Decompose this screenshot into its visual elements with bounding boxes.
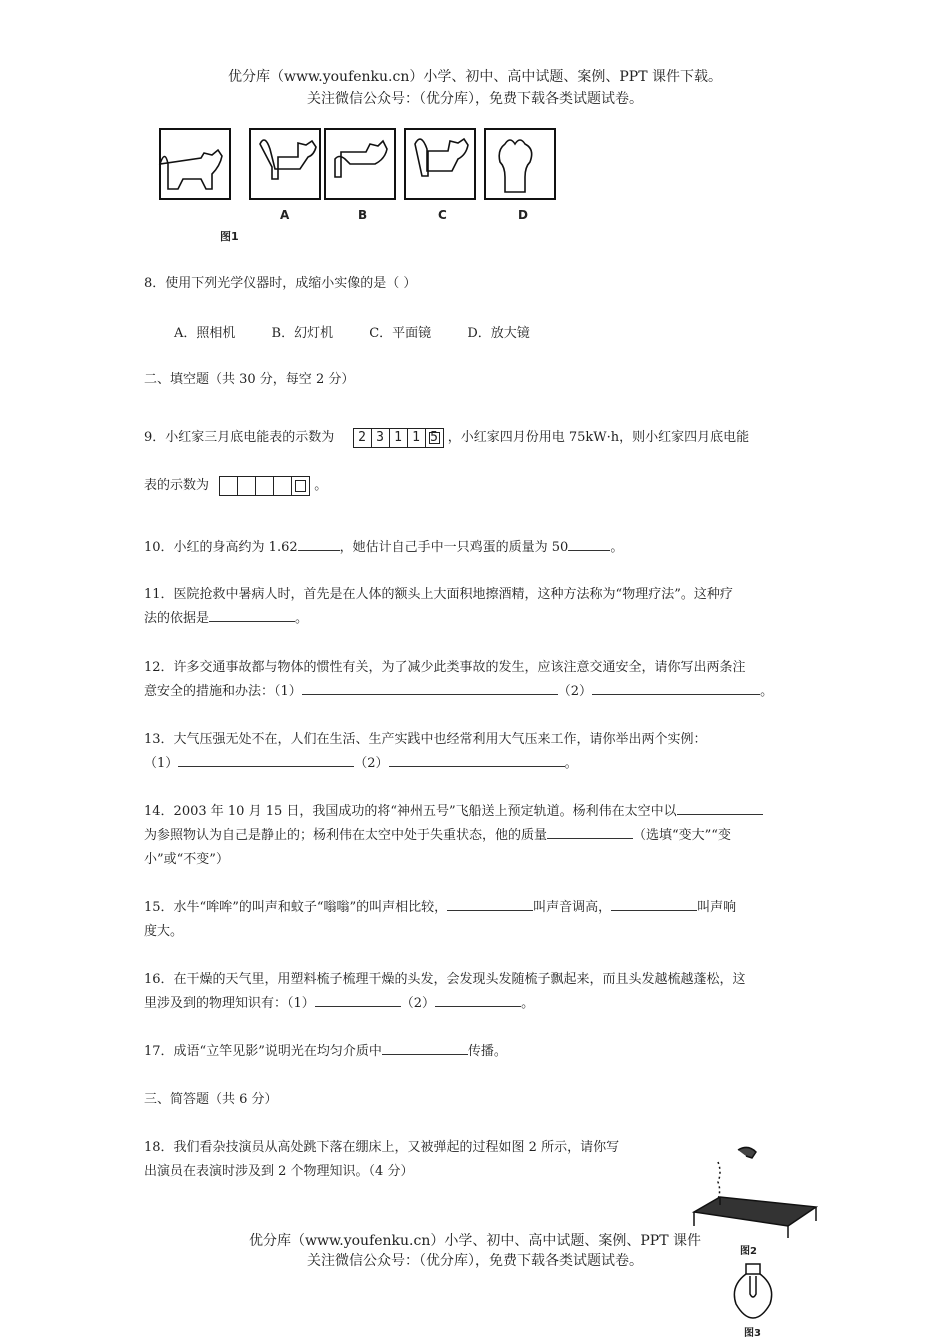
question-9-text: 9．小红家三月底电能表的示数为	[144, 430, 335, 445]
meter-digit: 1	[390, 429, 408, 447]
cat-a-icon	[260, 140, 316, 179]
meter-digit: 1	[408, 429, 426, 447]
q11-text-b: 法的依据是	[144, 611, 210, 626]
header-line-2: 关注微信公众号：（优分库），免费下载各类试题试卷。	[307, 91, 643, 107]
q15-text-c: 叫声响	[697, 900, 737, 915]
cat-c-icon	[415, 139, 468, 176]
figure-3	[726, 1262, 782, 1342]
answer-blank[interactable]	[611, 896, 697, 911]
meter-digit: 3	[372, 429, 390, 447]
figure-3-caption: 图3	[744, 1328, 761, 1339]
question-9-line-2	[144, 474, 806, 498]
cat-d-icon	[499, 140, 531, 192]
q14-text-c: （选填“变大”“变	[633, 828, 731, 843]
q13-text-b: （1）	[144, 756, 179, 771]
answer-blank[interactable]	[315, 992, 401, 1007]
q13-text-a: 13．大气压强无处不在，人们在生活、生产实践中也经常利用大气压来工作，请你举出两个实例：	[144, 732, 707, 747]
question-8-stem: 8．使用下列光学仪器时，成缩小实像的是（ ）	[144, 276, 417, 291]
footer-line-1: 优分库（www.youfenku.cn）小学、初中、高中试题、案例、PPT 课件	[248, 1233, 701, 1249]
answer-blank[interactable]	[389, 752, 565, 767]
question-8-choices	[174, 322, 530, 341]
meter-blank-decimal[interactable]	[292, 477, 309, 495]
trampoline-drawing	[690, 1142, 820, 1242]
meter-blank-digit[interactable]	[220, 477, 238, 495]
figure-1	[150, 124, 570, 244]
bulb-glass	[734, 1274, 771, 1318]
q10-text-b: ，她估计自己手中一只鸡蛋的质量为 50	[339, 540, 569, 555]
meter-april-reading[interactable]	[219, 476, 310, 496]
option-c-label: C	[438, 208, 447, 222]
q15-text-d: 度大。	[144, 924, 184, 939]
answer-blank[interactable]	[298, 536, 340, 551]
question-14	[144, 800, 806, 872]
q12-text-d: 。	[760, 684, 774, 699]
q12-text-b: 意安全的措施和办法：（1）	[144, 684, 302, 699]
question-9-end: 。	[314, 478, 328, 493]
question-16	[144, 968, 806, 1016]
q16-text-c: （2）	[400, 996, 436, 1011]
q16-text-a: 16．在干燥的天气里，用塑料梳子梳理干燥的头发，会发现头发随梳子飘起来，而且头发越梳越蓬松，这	[144, 972, 746, 987]
q13-text-d: 。	[564, 756, 578, 771]
meter-digit: 2	[354, 429, 372, 447]
q14-text-b: 为参照物认为自己是静止的；杨利伟在太空中处于失重状态，他的质量	[144, 828, 548, 843]
answer-blank[interactable]	[435, 992, 521, 1007]
meter-blank-digit[interactable]	[274, 477, 292, 495]
question-10	[144, 536, 806, 560]
footer-line-2: 关注微信公众号：（优分库），免费下载各类试题试卷。	[307, 1253, 643, 1269]
answer-blank[interactable]	[677, 800, 763, 815]
q16-text-d: 。	[521, 996, 535, 1011]
q12-text-c: （2）	[557, 684, 593, 699]
q12-text-a: 12．许多交通事故都与物体的惯性有关，为了减少此类事故的发生，应该注意交通安全，请你写出两条注	[144, 660, 746, 675]
question-11	[144, 583, 806, 631]
choice-c[interactable]: C．平面镜	[369, 326, 432, 341]
meter-blank-digit[interactable]	[238, 477, 256, 495]
section-3-title: 三、简答题（共 6 分）	[144, 1092, 278, 1107]
q11-text-c: 。	[295, 611, 309, 626]
q15-text-b: 叫声音调高，	[533, 900, 612, 915]
question-9-text-3: 表的示数为	[144, 478, 210, 493]
meter-march-reading	[353, 428, 444, 448]
answer-blank[interactable]	[178, 752, 354, 767]
question-9-line-1	[144, 420, 806, 456]
question-9-text-2: ，小红家四月份用电 75kW·h，则小红家四月底电能	[447, 430, 750, 445]
q17-text-b: 传播。	[467, 1044, 507, 1059]
jumper-icon	[738, 1147, 756, 1158]
figure-2-caption: 图2	[740, 1246, 757, 1257]
question-17	[144, 1040, 806, 1064]
q13-text-c: （2）	[354, 756, 389, 771]
q14-text-d: 小”或“不变”）	[144, 852, 229, 867]
question-18	[144, 1136, 664, 1184]
trampoline-bed	[694, 1197, 816, 1226]
figure-1-drawing	[150, 124, 570, 244]
choice-a[interactable]: A．照相机	[174, 326, 236, 341]
choice-b[interactable]: B．幻灯机	[271, 326, 334, 341]
q17-text-a: 17．成语“立竿见影”说明光在均匀介质中	[144, 1044, 382, 1059]
answer-blank[interactable]	[568, 536, 610, 551]
cat-original-icon	[160, 150, 222, 189]
light-bulb-drawing	[726, 1262, 782, 1324]
section-2-title: 二、填空题（共 30 分，每空 2 分）	[144, 372, 355, 387]
cat-b-icon	[335, 141, 387, 177]
q10-text-c: 。	[610, 540, 624, 555]
answer-blank[interactable]	[547, 824, 633, 839]
q10-text-a: 10．小红的身高约为 1.62	[144, 540, 298, 555]
question-12	[144, 656, 806, 704]
q18-text-a: 18．我们看杂技演员从高处跳下落在绷床上，又被弹起的过程如图 2 所示，请你写	[144, 1140, 620, 1155]
q11-text-a: 11．医院抢救中暑病人时，首先是在人体的额头上大面积地擦酒精，这种方法称为“物理疗法”。这种疗	[144, 587, 733, 602]
answer-blank[interactable]	[209, 607, 295, 622]
question-15	[144, 896, 806, 944]
option-b-label: B	[358, 208, 368, 222]
answer-blank[interactable]	[302, 680, 558, 695]
bulb-filament	[750, 1276, 756, 1297]
q15-text-a: 15．水牛“哞哞”的叫声和蚊子“嗡嗡”的叫声相比较，	[144, 900, 448, 915]
meter-blank-digit[interactable]	[256, 477, 274, 495]
figure-1-caption: 图1	[220, 230, 239, 243]
option-a-label: A	[280, 208, 290, 222]
answer-blank[interactable]	[592, 680, 760, 695]
meter-digit-decimal: 5	[426, 429, 443, 447]
q16-text-b: 里涉及到的物理知识有：（1）	[144, 996, 315, 1011]
option-d-label: D	[518, 208, 528, 222]
q14-text-a: 14．2003 年 10 月 15 日，我国成功的将“神州五号”飞船送上预定轨道。杨利伟在太空中以	[144, 804, 677, 819]
q18-text-b: 出演员在表演时涉及到 2 个物理知识。（4 分）	[144, 1164, 414, 1179]
answer-blank[interactable]	[447, 896, 533, 911]
question-13	[144, 728, 806, 776]
choice-d[interactable]: D．放大镜	[467, 326, 530, 341]
header-line-1: 优分库（www.youfenku.cn）小学、初中、高中试题、案例、PPT 课件下载。	[227, 69, 722, 85]
answer-blank[interactable]	[382, 1040, 468, 1055]
